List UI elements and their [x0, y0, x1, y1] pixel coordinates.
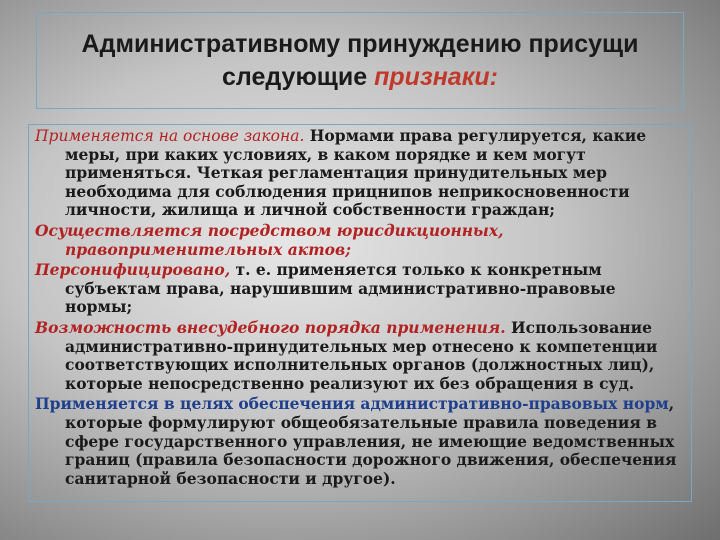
item-2-lead: Осуществляется посредством юрисдикционных, правоприменительных актов;	[35, 220, 504, 259]
item-3-lead: Персонифицировано,	[35, 260, 231, 280]
item-5-text: , которые формулируют общеобязательные правила поведения в сфере государственного управления, не имеющие ведомственных границ (правила безопасности дорожного движения, обеспечения санитарной безопасности и другое).	[65, 394, 677, 488]
slide-title	[82, 28, 639, 94]
title-accent: признаки:	[374, 62, 498, 91]
list-item-5	[35, 395, 685, 488]
title-line-1: Административному принуждению присущи	[81, 29, 639, 58]
list-item-3	[35, 261, 685, 317]
content-frame	[28, 124, 692, 502]
title-line-2: следующие	[222, 62, 375, 91]
item-3-text: т. е. применяется только к конкретным субъектам права, нарушившим административно-правовые нормы;	[65, 260, 616, 317]
item-4-lead: Возможность внесудебного порядка применения.	[35, 317, 506, 337]
title-frame	[36, 12, 684, 109]
item-4-text: Использование административно-принудительных мер отнесено к компетенции соответствующих исполнительных органов (должностных лиц), которые непосредственно реализуют их без обращения в суд.	[65, 317, 658, 393]
item-5-lead: Применяется в целях обеспечения административно-правовых норм	[35, 394, 669, 414]
list-item-1	[35, 127, 685, 220]
item-1-text: Нормами права регулируется, какие меры, при каких условиях, в каком порядке и кем могут применяться. Четкая регламентация принудительных мер необходима для соблюдения прицнипов неприкосновенности личности, жилища и личной собственности граждан;	[65, 126, 647, 220]
list-item-2	[35, 222, 685, 259]
item-1-lead: Применяется на основе закона.	[35, 127, 305, 145]
list-item-4	[35, 319, 685, 393]
